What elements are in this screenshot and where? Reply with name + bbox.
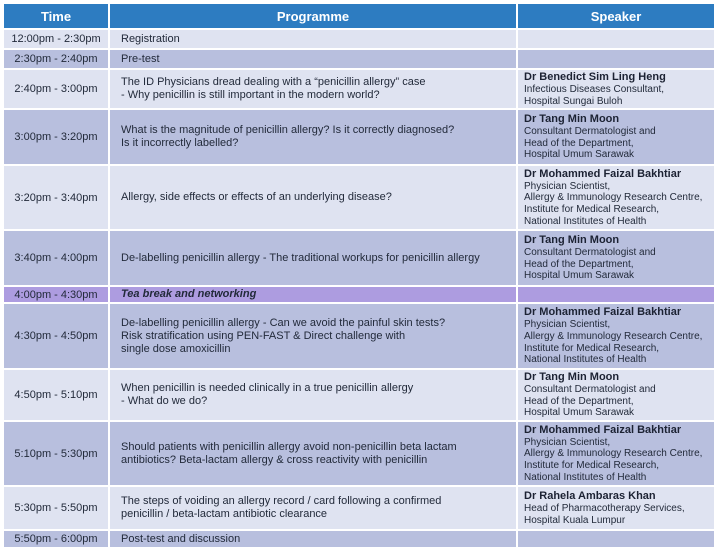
speaker-name: Dr Mohammed Faizal Bakhtiar: [524, 306, 682, 319]
speaker-affiliation-line: Institute for Medical Research,: [524, 204, 660, 215]
programme-cell: [110, 70, 516, 108]
speaker-affiliation-line: Hospital Umum Sarawak: [524, 270, 635, 282]
speaker-cell: [518, 50, 714, 68]
speaker-affiliation-line: Hospital Sungai Buloh: [524, 95, 623, 107]
speaker-affiliation-line: Hospital Umum Sarawak: [524, 149, 635, 161]
programme-text: [121, 252, 480, 265]
header-time: Time: [4, 4, 108, 28]
programme-cell: [110, 304, 516, 368]
table-row: [4, 370, 714, 420]
programme-cell: [110, 422, 516, 485]
speaker-name: Dr Rahela Ambaras Khan: [524, 489, 656, 502]
programme-text: [121, 288, 256, 301]
speaker-cell: [518, 231, 714, 285]
time-cell: 12:00pm - 2:30pm: [4, 30, 108, 48]
speaker-affiliation-line: National Institutes of Health: [524, 471, 647, 483]
table-row: [4, 30, 714, 48]
time-cell: 4:30pm - 4:50pm: [4, 304, 108, 368]
programme-text: [121, 124, 454, 150]
speaker-cell: [518, 70, 714, 108]
programme-line: Post-test and discussion: [121, 532, 241, 545]
programme-line: De-labelling penicillin allergy - Can we avoid the painful skin tests?: [121, 316, 446, 329]
programme-line: Is it incorrectly labelled?: [121, 137, 239, 149]
programme-cell: [110, 231, 516, 285]
table-row: [4, 70, 714, 108]
programme-cell: [110, 370, 516, 420]
programme-text: [121, 191, 392, 204]
speaker-affiliation-line: Infectious Diseases Consultant,: [524, 83, 665, 95]
programme-text: [121, 76, 425, 102]
table-header: [4, 4, 714, 28]
speaker-affiliation-line: Physician Scientist,: [524, 180, 611, 192]
speaker-affiliation-line: Institute for Medical Research,: [524, 342, 660, 354]
programme-cell: [110, 30, 516, 48]
speaker-cell: [518, 304, 714, 368]
time-cell: 5:30pm - 5:50pm: [4, 487, 108, 529]
speaker-affiliation-line: Allergy & Immunology Research Centre,: [524, 330, 703, 342]
speaker-affiliation-line: Hospital Umum Sarawak: [524, 407, 635, 419]
programme-text: [121, 441, 457, 467]
programme-line: - What do we do?: [121, 395, 208, 407]
programme-cell: [110, 50, 516, 68]
time-cell: 4:00pm - 4:30pm: [4, 287, 108, 302]
programme-line: What is the magnitude of penicillin allergy? Is it correctly diagnosed?: [121, 124, 455, 136]
programme-cell: [110, 487, 516, 529]
header-programme: Programme: [110, 4, 516, 28]
speaker-affiliation-line: National Institutes of Health: [524, 354, 647, 366]
speaker-cell: [518, 487, 714, 529]
speaker-cell: [518, 30, 714, 48]
table-row: [4, 110, 714, 164]
speaker-affiliation-line: Hospital Kuala Lumpur: [524, 514, 626, 526]
speaker-cell: [518, 370, 714, 420]
speaker-affiliation-line: National Institutes of Health: [524, 215, 647, 227]
programme-text: [121, 495, 441, 521]
speaker-affiliation-line: Head of Pharmacotherapy Services,: [524, 502, 685, 514]
programme-cell: [110, 287, 516, 302]
table-row: [4, 304, 714, 368]
programme-line: De-labelling penicillin allergy - The traditional workups for penicillin allergy: [121, 251, 480, 264]
programme-text: [121, 317, 445, 356]
programme-line: single dose amoxicillin: [121, 342, 231, 355]
speaker-name: Dr Tang Min Moon: [524, 371, 620, 384]
schedule-table: [4, 4, 714, 547]
speaker-name: Dr Mohammed Faizal Bakhtiar: [524, 423, 682, 436]
table-row: [4, 487, 714, 529]
programme-line: The steps of voiding an allergy record / card following a confirmed: [121, 495, 442, 507]
speaker-name: Dr Tang Min Moon: [524, 113, 620, 126]
programme-line: penicillin / beta-lactam antibiotic clearance: [121, 508, 328, 520]
programme-text: [121, 533, 240, 546]
programme-text: [121, 33, 180, 46]
table-row: [4, 287, 714, 302]
time-cell: 3:00pm - 3:20pm: [4, 110, 108, 164]
speaker-affiliation-line: Allergy & Immunology Research Centre,: [524, 192, 703, 204]
programme-line: antibiotics? Beta-lactam allergy & cross reactivity with penicillin: [121, 453, 428, 466]
table-row: [4, 166, 714, 229]
programme-cell: [110, 531, 516, 547]
time-cell: 2:30pm - 2:40pm: [4, 50, 108, 68]
time-cell: 2:40pm - 3:00pm: [4, 70, 108, 108]
table-row: [4, 531, 714, 547]
speaker-cell: [518, 287, 714, 302]
programme-line: - Why penicillin is still important in the modern world?: [121, 89, 380, 101]
programme-line: Risk stratification using PEN-FAST & Direct challenge with: [121, 329, 406, 342]
speaker-cell: [518, 166, 714, 229]
speaker-cell: [518, 110, 714, 164]
programme-cell: [110, 110, 516, 164]
table-row: [4, 231, 714, 285]
programme-line: Allergy, side effects or effects of an underlying disease?: [121, 191, 392, 203]
speaker-name: Dr Tang Min Moon: [524, 234, 620, 247]
programme-line: Should patients with penicillin allergy avoid non-penicillin beta lactam: [121, 440, 457, 453]
header-speaker: Speaker: [518, 4, 714, 28]
speaker-affiliation-line: Institute for Medical Research,: [524, 460, 660, 471]
speaker-name: Dr Benedict Sim Ling Heng: [524, 70, 666, 83]
speaker-cell: [518, 422, 714, 485]
programme-text: [121, 53, 160, 66]
table-body: [4, 30, 714, 547]
time-cell: 4:50pm - 5:10pm: [4, 370, 108, 420]
programme-line: When penicillin is needed clinically in a true penicillin allergy: [121, 382, 414, 394]
speaker-affiliation-line: Allergy & Immunology Research Centre,: [524, 448, 703, 460]
programme-line: Tea break and networking: [121, 288, 257, 300]
speaker-affiliation-line: Head of the Department,: [524, 258, 634, 270]
speaker-affiliation-line: Consultant Dermatologist and: [524, 384, 656, 396]
programme-line: Registration: [121, 32, 180, 45]
table-row: [4, 422, 714, 485]
speaker-cell: [518, 531, 714, 547]
table-row: [4, 50, 714, 68]
speaker-affiliation-line: Physician Scientist,: [524, 436, 611, 448]
time-cell: 3:40pm - 4:00pm: [4, 231, 108, 285]
programme-line: The ID Physicians dread dealing with a “penicillin allergy” case: [121, 76, 426, 88]
speaker-affiliation-line: Consultant Dermatologist and: [524, 247, 656, 259]
speaker-name: Dr Mohammed Faizal Bakhtiar: [524, 167, 682, 180]
programme-cell: [110, 166, 516, 229]
speaker-affiliation-line: Physician Scientist,: [524, 319, 611, 331]
speaker-affiliation-line: Consultant Dermatologist and: [524, 126, 656, 138]
programme-line: Pre-test: [121, 52, 160, 65]
programme-text: [121, 382, 413, 408]
time-cell: 5:50pm - 6:00pm: [4, 531, 108, 547]
speaker-affiliation-line: Head of the Department,: [524, 137, 634, 149]
time-cell: 5:10pm - 5:30pm: [4, 422, 108, 485]
time-cell: 3:20pm - 3:40pm: [4, 166, 108, 229]
speaker-affiliation-line: Head of the Department,: [524, 395, 634, 407]
